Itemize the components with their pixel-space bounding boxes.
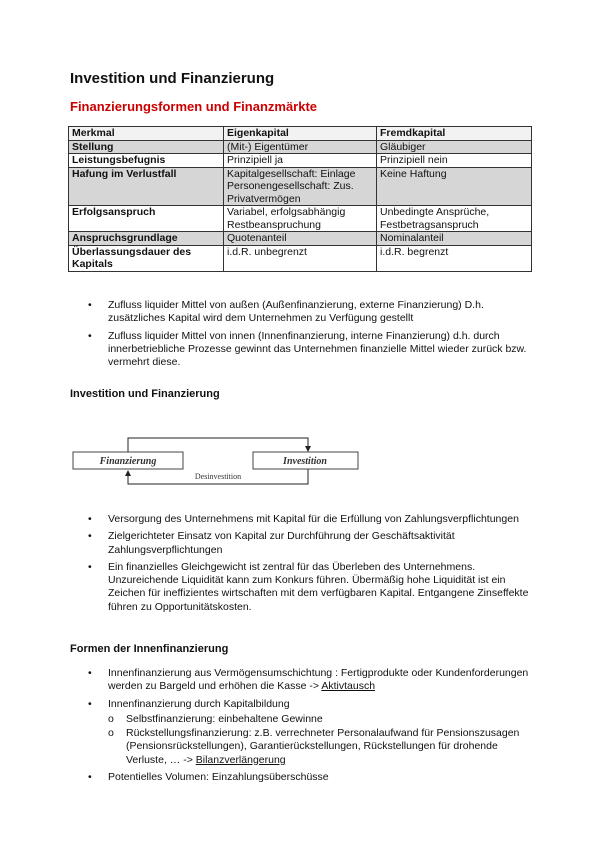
internal-financing-list: [70, 667, 540, 788]
table-cell: Leistungsbefugnis: [69, 154, 224, 168]
investment-arrow: [128, 438, 308, 452]
bullet-icon: •: [88, 530, 92, 543]
table-cell: Gläubiger: [377, 140, 532, 154]
finance-cycle-diagram: [70, 432, 370, 492]
table-cell: Quotenanteil: [224, 232, 377, 246]
table-row: [69, 154, 532, 168]
bullet-icon: •: [88, 667, 92, 679]
table-cell: Variabel, erfolgsabhängig Restbeanspruchung: [224, 206, 377, 232]
section-subtitle: Finanzierungsformen und Finanzmärkte: [70, 99, 318, 114]
financing-label: Finanzierung: [99, 456, 157, 467]
table-cell: Kapitalgesellschaft: Einlage Personengesellschaft: Zus. Privatvermögen: [224, 167, 377, 206]
list-item: • Zielgerichteter Einsatz von Kapital zur Durchführung der Geschäftsaktivität Zahlungsverpflichtungen: [88, 530, 455, 556]
table-row: [69, 232, 532, 246]
list-item: • Versorgung des Unternehmens mit Kapital für die Erfüllung von Zahlungsverpflichtungen: [88, 513, 519, 525]
bilanzverlaengerung-term: Bilanzverlängerung: [195, 753, 286, 766]
list-item: • Innenfinanzierung aus Vermögensumschichtung : Fertigprodukte oder Kundenforderungen werden zu Bargeld und erhöhen die Kasse -> Aktivtausch: [88, 667, 529, 693]
finance-goals-list: [70, 513, 540, 618]
bullet-icon: •: [88, 299, 92, 311]
aktivtausch-term: Aktivtausch: [321, 680, 376, 693]
list-item: • Zufluss liquider Mittel von außen (Außenfinanzierung, externe Finanzierung) D.h. zusätzliches Kapital wird dem Unternehmen zu Verfügung gestellt: [88, 299, 484, 325]
table-cell: Prinzipiell ja: [224, 154, 377, 168]
table-cell: Überlassungsdauer des Kapitals: [69, 245, 224, 271]
table-row: [69, 206, 532, 232]
circle-bullet-icon: o: [108, 712, 114, 725]
list-item: • Ein finanzielles Gleichgewicht ist zentral für das Überleben des Unternehmens. Unzureichende Liquidität kann zum Konkurs führen. Übermäßig hohe Liquidität ist ein Zeichen für ineffizientes wirtschaften mit dem verfügbaren Kapital. Entgangene Zinseffekte führen zu Opportunitätskosten.: [88, 560, 529, 613]
page-title: Investition und Finanzierung: [70, 70, 275, 87]
sub-list-item: o Rückstellungsfinanzierung: z.B. verrechneter Personalaufwand für Pensionszusagen (Pensionsrückstellungen), Garantierückstellungen, Rückstellungen für drohende Verluste, … -> Bilanzverlängerung: [108, 727, 520, 766]
bullet-icon: •: [88, 771, 92, 784]
table-header-cell: Merkmal: [69, 127, 224, 141]
circle-bullet-icon: o: [108, 727, 114, 740]
list-item: • Potentielles Volumen: Einzahlungsüberschüsse: [88, 771, 329, 784]
sub-list-item: o Selbstfinanzierung: einbehaltene Gewinne: [108, 712, 323, 725]
table-cell: Prinzipiell nein: [377, 154, 532, 168]
disinvestment-label: Desinvestition: [194, 472, 242, 481]
table-header-cell: Fremdkapital: [377, 127, 532, 141]
bullet-icon: •: [88, 513, 92, 525]
table-row: [69, 140, 532, 154]
table-cell: Erfolgsanspruch: [69, 206, 224, 232]
section-heading-investition: Investition und Finanzierung: [70, 388, 220, 400]
table-cell: Keine Haftung: [377, 167, 532, 206]
table-row: [69, 167, 532, 206]
table-cell: Hafung im Verlustfall: [69, 167, 224, 206]
comparison-table: [68, 126, 532, 272]
table-cell: Nominalanteil: [377, 232, 532, 246]
bullet-icon: •: [88, 329, 92, 342]
table-cell: i.d.R. begrenzt: [377, 245, 532, 271]
table-cell: Stellung: [69, 140, 224, 154]
table-cell: (Mit-) Eigentümer: [224, 140, 377, 154]
section-heading-innenfinanzierung: Formen der Innenfinanzierung: [70, 643, 229, 655]
bullet-icon: •: [88, 697, 92, 710]
table-row: [69, 245, 532, 271]
list-item: • Zufluss liquider Mittel von innen (Innenfinanzierung, interne Finanzierung) d.h. durch innerbetriebliche Prozesse gewinnt das Unternehmen finanzielle Mittel wieder zurück bzw. vermehrt diese.: [88, 329, 527, 369]
list-item: • Innenfinanzierung durch Kapitalbildung o Selbstfinanzierung: einbehaltene Gewinne o Rückstellungsfinanzierung: z.B. verrechneter Personalaufwand für Pensionszusagen (Pensionsrückstellungen), Garantierückstellungen, Rückstellungen für drohende Verluste, … -> Bilanzverlängerung: [70, 698, 540, 767]
financing-source-list: [70, 299, 540, 373]
table-header-row: [69, 127, 532, 141]
capital-formation-sublist: [108, 713, 540, 767]
table-cell: Unbedingte Ansprüche, Festbetragsanspruch: [377, 206, 532, 232]
table-header-cell: Eigenkapital: [224, 127, 377, 141]
investment-label: Investition: [283, 456, 327, 467]
bullet-icon: •: [88, 560, 92, 573]
table-cell: i.d.R. unbegrenzt: [224, 245, 377, 271]
table-cell: Anspruchsgrundlage: [69, 232, 224, 246]
